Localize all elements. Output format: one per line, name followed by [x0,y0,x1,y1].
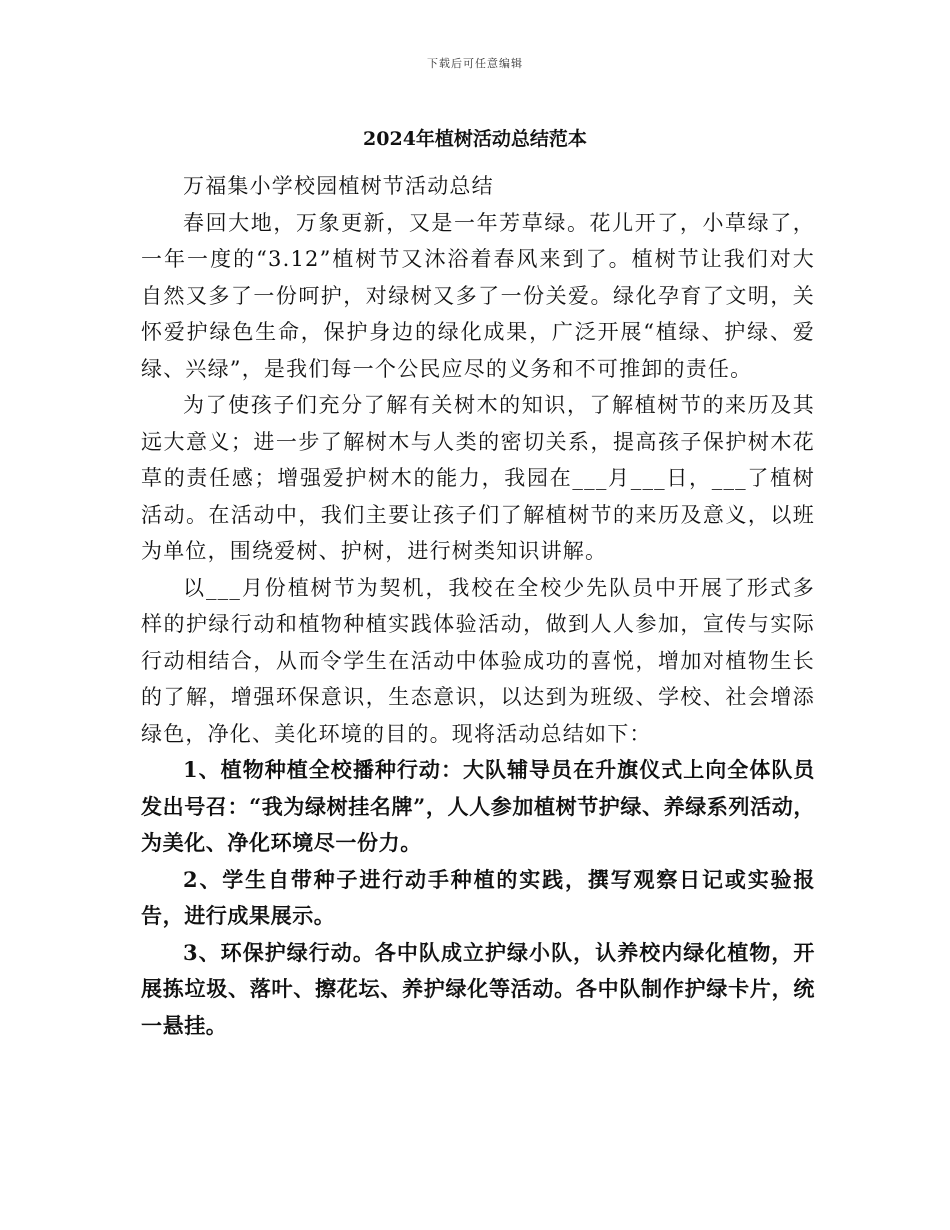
paragraph: 以___月份植树节为契机，我校在全校少先队员中开展了形式多样的护绿行动和植物种植实践体验活动，做到人人参加，宣传与实际行动相结合，从而令学生在活动中体验成功的喜悦，增加对植物生长的了解，增强环保意识，生态意识，以达到为班级、学校、社会增添绿色，净化、美化环境的目的。现将活动总结如下： [141,575,815,746]
paragraph: 为了使孩子们充分了解有关树木的知识，了解植树节的来历及其远大意义；进一步了解树木与人类的密切关系，提高孩子保护树木花草的责任感；增强爱护树木的能力，我园在___月___日，___了植树活动。在活动中，我们主要让孩子们了解植树节的来历及意义，以班为单位，围绕爱树、护树，进行树类知识讲解。 [141,393,815,563]
list-item: 3、环保护绿行动。各中队成立护绿小队，认养校内绿化植物，开展拣垃圾、落叶、擦花坛、养护绿化等活动。各中队制作护绿卡片，统一悬挂。 [141,939,815,1038]
list-item: 1、植物种植全校播种行动：大队辅导员在升旗仪式上向全体队员发出号召：“我为绿树挂名牌”，人人参加植树节护绿、养绿系列活动，为美化、净化环境尽一份力。 [141,757,815,855]
list-item: 2、学生自带种子进行动手种植的实践，撰写观察日记或实验报告，进行成果展示。 [141,866,815,928]
document-body [141,168,815,1044]
document-title: 2024年植树活动总结范本 [363,128,587,150]
document-subtitle: 万福集小学校园植树节活动总结 [183,174,494,198]
header-note: 下载后可任意编辑 [427,57,523,70]
paragraph: 春回大地，万象更新，又是一年芳草绿。花儿开了，小草绿了，一年一度的“3.12”植树节又沐浴着春风来到了。植树节让我们对大自然又多了一份呵护，对绿树又多了一份关爱。绿化孕育了文明，关怀爱护绿色生命，保护身边的绿化成果，广泛开展“植绿、护绿、爱绿、兴绿”，是我们每一个公民应尽的义务和不可推卸的责任。 [141,210,815,381]
